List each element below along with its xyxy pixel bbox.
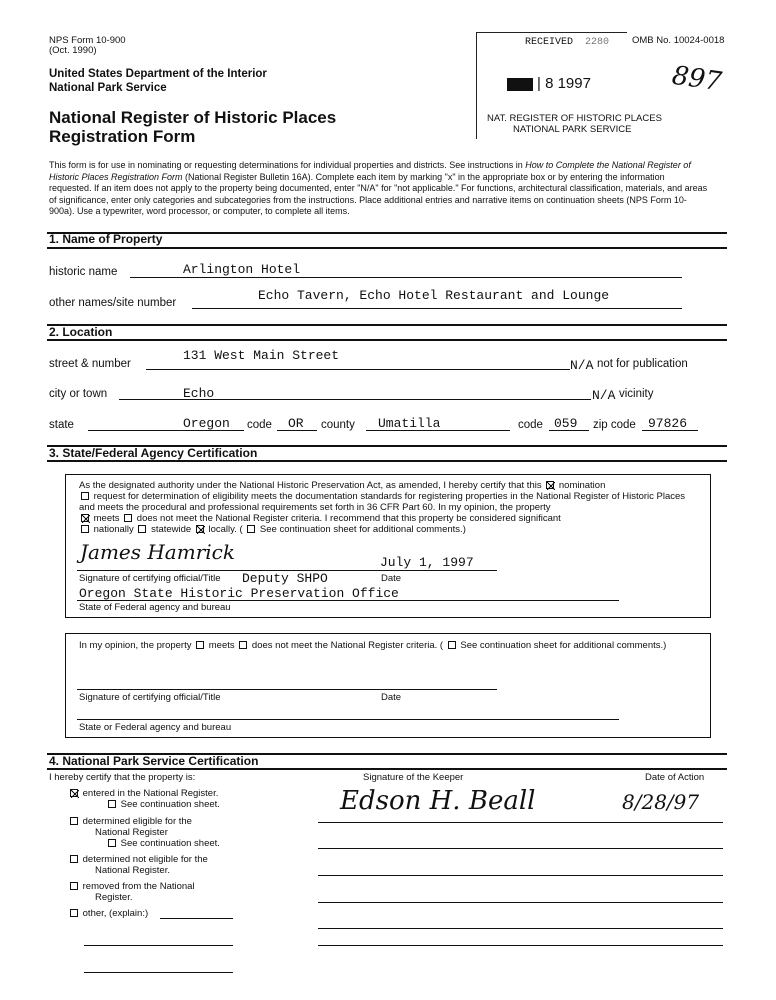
- street-label: street & number: [49, 358, 131, 370]
- form-title: National Register of Historic Places: [49, 108, 337, 127]
- section4-title: 4. National Park Service Certification: [49, 754, 259, 768]
- section3-title: 3. State/Federal Agency Certification: [49, 446, 258, 460]
- certification-date-value[interactable]: July 1, 1997: [380, 555, 474, 570]
- opinion-not-meet-label: does not meet the National Register criteria. (: [251, 640, 444, 651]
- statewide-label: statewide: [151, 524, 192, 535]
- section1-title: 1. Name of Property: [49, 232, 163, 246]
- section1-rule-bottom: [47, 247, 727, 249]
- opinion-agency-label: State or Federal agency and bureau: [79, 722, 232, 733]
- other-line-2: [84, 945, 233, 946]
- does-not-meet-label: does not meet the National Register criteria. I recommend that this property be considered significant: [136, 513, 561, 524]
- section4-rule-bottom: [47, 768, 727, 770]
- city-value[interactable]: Echo: [183, 386, 215, 401]
- not-eligible-label: determined not eligible for the: [82, 854, 208, 865]
- other-names-value[interactable]: Echo Tavern, Echo Hotel Restaurant and Lounge: [258, 288, 610, 303]
- opinion-intro: In my opinion, the property: [79, 640, 192, 651]
- agency: National Park Service: [49, 82, 167, 94]
- opinion-signature-label: Signature of certifying official/Title: [79, 692, 221, 703]
- vicinity-label: vicinity: [619, 388, 654, 400]
- opinion-text: [79, 640, 689, 651]
- shpo-signature: James Hamrick: [80, 540, 235, 564]
- opinion-continuation-label: See continuation sheet for additional comments.): [460, 640, 667, 651]
- intro-italic: How to Complete the National Register of Historic Places Registration Form: [49, 160, 691, 182]
- street-line: [146, 369, 570, 370]
- stamp-date: | 8 1997: [537, 75, 591, 92]
- other-line-3: [84, 972, 233, 973]
- continuation-label: See continuation sheet for additional comments.): [259, 524, 466, 535]
- other-names-label: other names/site number: [49, 297, 177, 309]
- date-of-action-label: Date of Action: [645, 772, 705, 783]
- eligible-option: [68, 816, 192, 827]
- form-date: (Oct. 1990): [49, 45, 97, 56]
- entered-checkbox[interactable]: [70, 789, 78, 797]
- received-stamp: [476, 32, 662, 139]
- agency-value[interactable]: Oregon State Historic Preservation Office: [79, 586, 399, 601]
- opinion-signature-line: [77, 689, 497, 690]
- opinion-meets-label: meets: [208, 640, 235, 651]
- other-checkbox[interactable]: [70, 909, 78, 917]
- opinion-meets-checkbox[interactable]: [196, 641, 204, 649]
- statewide-checkbox[interactable]: [138, 525, 146, 533]
- meets-checkbox[interactable]: [81, 514, 89, 522]
- handwritten-reference: 897: [670, 60, 724, 98]
- eligibility-request-checkbox[interactable]: [81, 492, 89, 500]
- official-title-value[interactable]: Deputy SHPO: [242, 571, 328, 586]
- opinion-agency-line: [77, 719, 619, 720]
- stamp-redacted-month: [507, 78, 533, 91]
- state-value[interactable]: Oregon: [183, 416, 230, 431]
- nomination-checkbox[interactable]: [546, 481, 554, 489]
- meets-label: meets: [93, 513, 120, 524]
- not-eligible-option: [68, 854, 208, 865]
- section3-rule-bottom: [47, 460, 727, 462]
- nationally-checkbox[interactable]: [81, 525, 89, 533]
- historic-name-value[interactable]: Arlington Hotel: [183, 262, 301, 277]
- vicinity-value[interactable]: N/A: [592, 388, 616, 403]
- other-line-1: [160, 918, 233, 919]
- signature-label: Signature of certifying official/Title: [79, 573, 221, 584]
- county-value[interactable]: Umatilla: [378, 416, 441, 431]
- department: United States Department of the Interior: [49, 68, 267, 80]
- entered-option: [68, 788, 218, 799]
- stamp-line1: NAT. REGISTER OF HISTORIC PLACES: [487, 113, 662, 124]
- keeper-line-1: [318, 822, 723, 823]
- county-label: county: [321, 419, 355, 431]
- not-eligible-checkbox[interactable]: [70, 855, 78, 863]
- omb-number: OMB No. 10024-0018: [632, 35, 725, 46]
- not-for-publication-value[interactable]: N/A: [570, 358, 594, 373]
- keeper-line-2: [318, 848, 723, 849]
- stamp-received: RECEIVED: [525, 37, 574, 48]
- state-code-label: code: [247, 419, 272, 431]
- date-label: Date: [381, 573, 402, 584]
- continuation-checkbox[interactable]: [247, 525, 255, 533]
- locally-checkbox[interactable]: [196, 525, 204, 533]
- opinion-date-label: Date: [381, 692, 402, 703]
- intro-part1: This form is for use in nominating or requesting determinations for individual properties and districts. See instructions in: [49, 160, 526, 170]
- eligible-continuation-label: See continuation sheet.: [120, 838, 220, 849]
- other-names-line: [192, 308, 682, 309]
- nationally-label: nationally: [93, 524, 134, 535]
- removed-checkbox[interactable]: [70, 882, 78, 890]
- county-code-label: code: [518, 419, 543, 431]
- eligible-label-2: National Register: [95, 827, 168, 838]
- opinion-not-meet-checkbox[interactable]: [239, 641, 247, 649]
- keeper-signature: Edson H. Beall: [340, 786, 536, 816]
- section1-rule-top: [47, 232, 727, 234]
- form-subtitle: Registration Form: [49, 127, 196, 146]
- county-code-value[interactable]: 059: [554, 416, 578, 431]
- locally-label: locally. (: [208, 524, 243, 535]
- intro-text: [49, 160, 709, 218]
- keeper-line-4: [318, 902, 723, 903]
- eligible-continuation: [106, 838, 220, 849]
- stamp-received-number: 2280: [585, 37, 610, 48]
- nomination-label: nomination: [558, 480, 606, 491]
- does-not-meet-checkbox[interactable]: [124, 514, 132, 522]
- intro-part2: (National Register Bulletin 16A). Complete each item by marking "x" in the appropriate box or by entering the information requested. If an item does not apply to the property being documented, enter "N/A" for "not applicable." For functions, architectural classification, materials, and areas of significance, enter only categories and subcategories from the instructions. Place additional entries and narrative items on continuation sheets (NPS Form 10-900a). Use a typewriter, word processor, or computer, to complete all items.: [49, 171, 708, 216]
- entered-label: entered in the National Register.: [82, 788, 219, 799]
- removed-option: [68, 881, 195, 892]
- removed-label: removed from the National: [82, 881, 195, 892]
- not-eligible-label-2: National Register.: [95, 865, 170, 876]
- eligible-continuation-checkbox[interactable]: [108, 839, 116, 847]
- date-of-action-value: 8/28/97: [622, 790, 700, 814]
- keeper-line-6: [318, 945, 723, 946]
- nps-certify-intro: I hereby certify that the property is:: [49, 772, 196, 783]
- cert-p2: request for determination of eligibility meets the documentation standards for registering properties in the National Register of Historic Places and meets the procedural and professional requirements set forth in 36 CFR Part 60. In my opinion, the property: [79, 491, 686, 513]
- eligible-label: determined eligible for the: [82, 816, 192, 827]
- not-for-publication-label: not for publication: [597, 358, 688, 370]
- stamp-line2: NATIONAL PARK SERVICE: [513, 124, 632, 135]
- state-code-value[interactable]: OR: [288, 416, 304, 431]
- street-value[interactable]: 131 West Main Street: [183, 348, 340, 363]
- keeper-line-3: [318, 875, 723, 876]
- section2-title: 2. Location: [49, 325, 113, 339]
- removed-label-2: Register.: [95, 892, 133, 903]
- keeper-line-5: [318, 928, 723, 929]
- other-option: [68, 908, 148, 919]
- certification-text: [79, 480, 689, 535]
- entered-continuation-label: See continuation sheet.: [120, 799, 220, 810]
- zip-label: zip code: [593, 419, 636, 431]
- entered-continuation: [106, 799, 220, 810]
- other-label: other, (explain:): [82, 908, 149, 919]
- section2-rule-top: [47, 324, 727, 326]
- keeper-label: Signature of the Keeper: [363, 772, 464, 783]
- historic-name-line: [130, 277, 682, 278]
- historic-name-label: historic name: [49, 266, 118, 278]
- state-label: state: [49, 419, 74, 431]
- entered-continuation-checkbox[interactable]: [108, 800, 116, 808]
- form-number: NPS Form 10-900: [49, 35, 126, 46]
- eligible-checkbox[interactable]: [70, 817, 78, 825]
- section2-rule-bottom: [47, 339, 727, 341]
- agency-label: State of Federal agency and bureau: [79, 602, 231, 613]
- city-label: city or town: [49, 388, 108, 400]
- opinion-continuation-checkbox[interactable]: [448, 641, 456, 649]
- zip-value[interactable]: 97826: [648, 416, 688, 431]
- agency-line: [77, 600, 619, 601]
- cert-p1: As the designated authority under the National Historic Preservation Act, as amended, I hereby certify that this: [79, 480, 542, 491]
